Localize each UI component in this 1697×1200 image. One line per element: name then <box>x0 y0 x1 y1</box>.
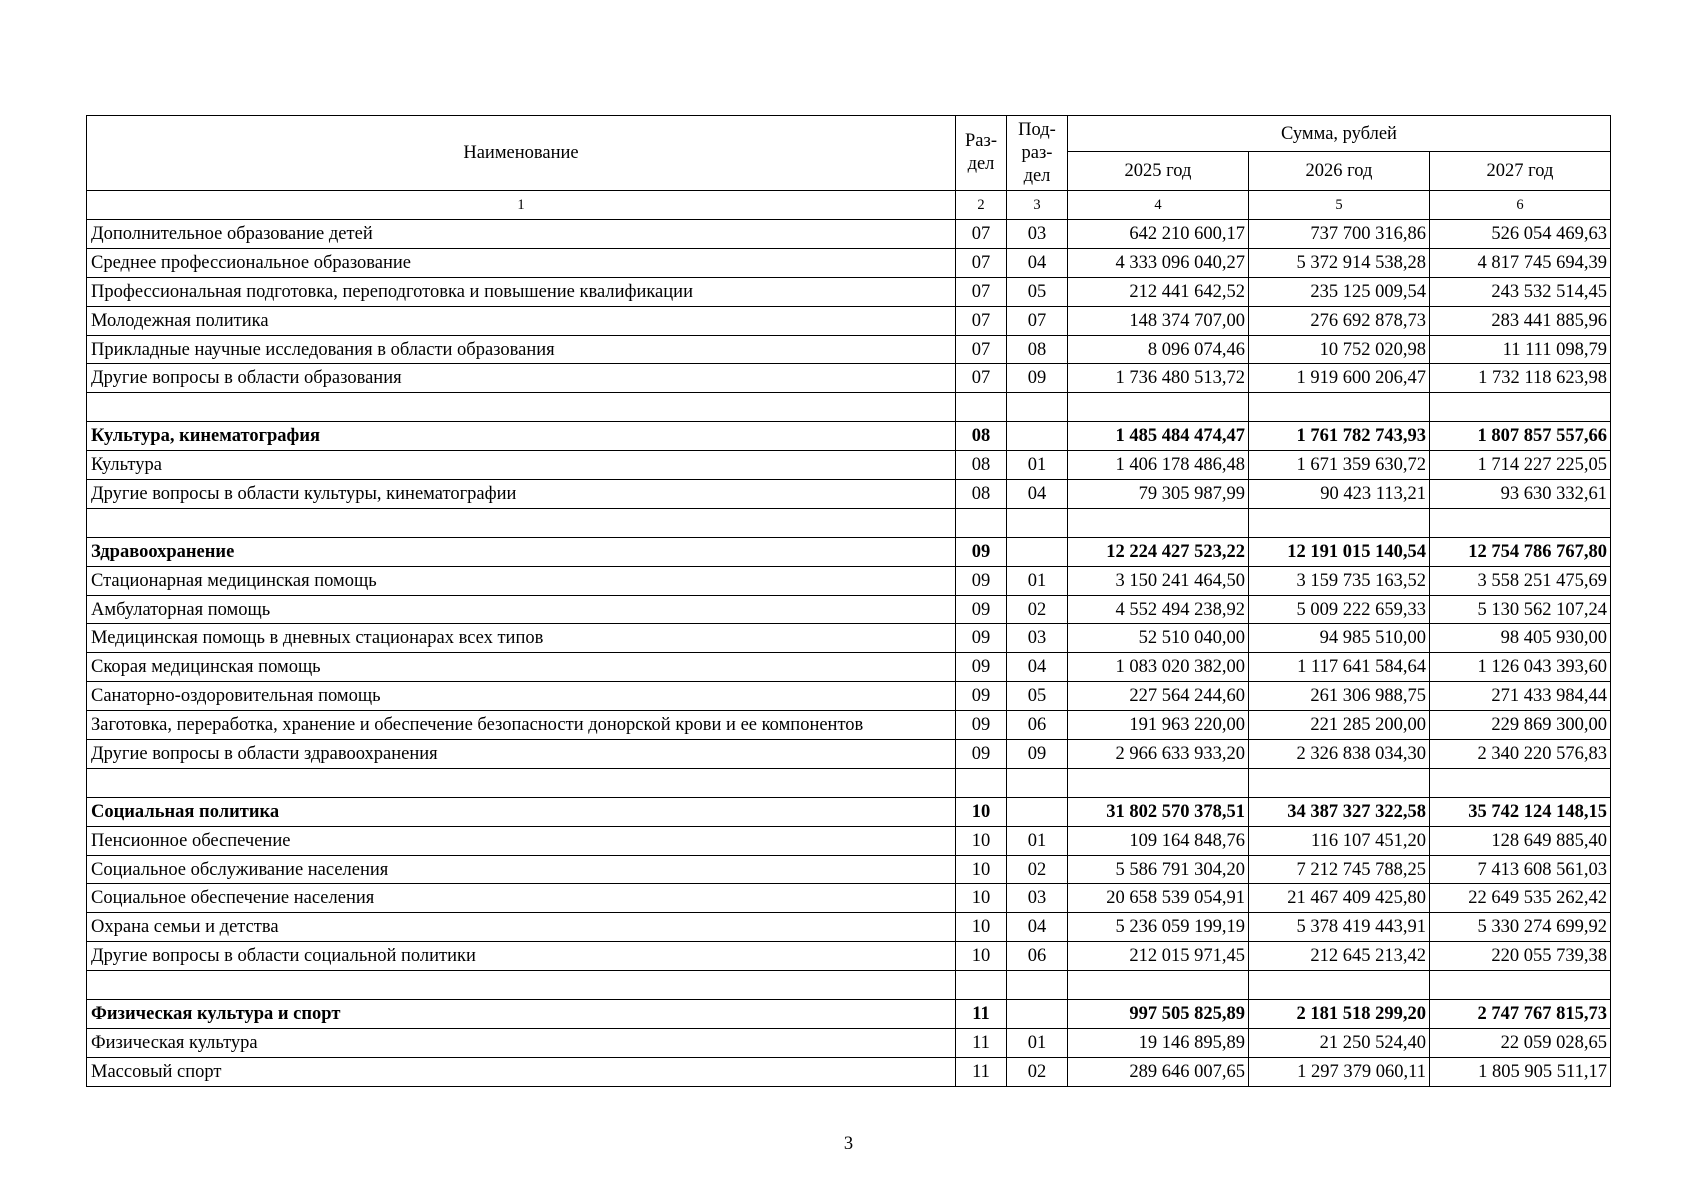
row-amount-2025: 52 510 040,00 <box>1068 624 1249 653</box>
row-amount-2027: 2 747 767 815,73 <box>1430 1000 1611 1029</box>
row-subsection <box>1007 422 1068 451</box>
row-amount-2025: 8 096 074,46 <box>1068 335 1249 364</box>
row-amount-2027 <box>1430 393 1611 422</box>
row-amount-2025: 1 083 020 382,00 <box>1068 653 1249 682</box>
row-amount-2026: 3 159 735 163,52 <box>1249 566 1430 595</box>
column-number: 4 <box>1068 191 1249 220</box>
row-section: 09 <box>956 682 1007 711</box>
row-name: Социальное обеспечение населения <box>87 884 956 913</box>
row-section: 09 <box>956 740 1007 769</box>
row-section: 11 <box>956 1057 1007 1086</box>
row-amount-2025 <box>1068 971 1249 1000</box>
row-amount-2026: 116 107 451,20 <box>1249 826 1430 855</box>
row-amount-2027: 4 817 745 694,39 <box>1430 248 1611 277</box>
row-name: Другие вопросы в области социальной политики <box>87 942 956 971</box>
row-amount-2027: 93 630 332,61 <box>1430 480 1611 509</box>
row-section: 07 <box>956 335 1007 364</box>
spacer-row <box>87 393 1611 422</box>
row-subsection: 03 <box>1007 220 1068 249</box>
row-name <box>87 768 956 797</box>
row-amount-2027: 5 130 562 107,24 <box>1430 595 1611 624</box>
spacer-row <box>87 508 1611 537</box>
table-row <box>87 740 1611 769</box>
row-amount-2025: 2 966 633 933,20 <box>1068 740 1249 769</box>
column-number: 1 <box>87 191 956 220</box>
row-section: 08 <box>956 480 1007 509</box>
row-section: 10 <box>956 942 1007 971</box>
row-amount-2026: 261 306 988,75 <box>1249 682 1430 711</box>
row-amount-2025 <box>1068 393 1249 422</box>
row-amount-2025: 289 646 007,65 <box>1068 1057 1249 1086</box>
row-subsection: 03 <box>1007 624 1068 653</box>
row-section: 10 <box>956 797 1007 826</box>
row-subsection <box>1007 508 1068 537</box>
row-section: 10 <box>956 884 1007 913</box>
row-name: Социальная политика <box>87 797 956 826</box>
header-subsection <box>1007 116 1068 191</box>
row-subsection: 03 <box>1007 884 1068 913</box>
section-total-row <box>87 422 1611 451</box>
row-amount-2026: 1 117 641 584,64 <box>1249 653 1430 682</box>
row-amount-2025: 5 236 059 199,19 <box>1068 913 1249 942</box>
row-subsection <box>1007 768 1068 797</box>
row-section: 09 <box>956 537 1007 566</box>
row-amount-2025: 4 333 096 040,27 <box>1068 248 1249 277</box>
section-total-row <box>87 537 1611 566</box>
header-year-2026: 2026 год <box>1249 152 1430 191</box>
row-amount-2025: 1 736 480 513,72 <box>1068 364 1249 393</box>
row-amount-2027: 1 807 857 557,66 <box>1430 422 1611 451</box>
row-section: 07 <box>956 306 1007 335</box>
row-amount-2027: 3 558 251 475,69 <box>1430 566 1611 595</box>
table-row <box>87 711 1611 740</box>
row-amount-2025: 642 210 600,17 <box>1068 220 1249 249</box>
row-amount-2026: 276 692 878,73 <box>1249 306 1430 335</box>
row-subsection: 02 <box>1007 595 1068 624</box>
row-subsection: 06 <box>1007 711 1068 740</box>
row-amount-2026: 7 212 745 788,25 <box>1249 855 1430 884</box>
row-subsection <box>1007 393 1068 422</box>
row-section: 10 <box>956 826 1007 855</box>
header-section <box>956 116 1007 191</box>
row-name: Дополнительное образование детей <box>87 220 956 249</box>
row-amount-2027: 22 059 028,65 <box>1430 1028 1611 1057</box>
row-name: Физическая культура и спорт <box>87 1000 956 1029</box>
row-name: Заготовка, переработка, хранение и обеспечение безопасности донорской крови и ее компонентов <box>87 711 956 740</box>
row-subsection: 05 <box>1007 277 1068 306</box>
row-amount-2025: 1 485 484 474,47 <box>1068 422 1249 451</box>
row-amount-2027: 243 532 514,45 <box>1430 277 1611 306</box>
row-amount-2026: 21 467 409 425,80 <box>1249 884 1430 913</box>
header-row <box>87 116 1611 152</box>
row-section <box>956 768 1007 797</box>
row-amount-2026: 212 645 213,42 <box>1249 942 1430 971</box>
row-amount-2026 <box>1249 393 1430 422</box>
row-amount-2027: 7 413 608 561,03 <box>1430 855 1611 884</box>
row-section: 07 <box>956 220 1007 249</box>
row-amount-2027 <box>1430 768 1611 797</box>
header-year-2025: 2025 год <box>1068 152 1249 191</box>
column-number: 2 <box>956 191 1007 220</box>
row-name: Культура, кинематография <box>87 422 956 451</box>
row-amount-2026: 1 761 782 743,93 <box>1249 422 1430 451</box>
row-amount-2027: 12 754 786 767,80 <box>1430 537 1611 566</box>
row-amount-2026: 2 181 518 299,20 <box>1249 1000 1430 1029</box>
row-subsection <box>1007 971 1068 1000</box>
table-row <box>87 480 1611 509</box>
row-name <box>87 971 956 1000</box>
row-name: Профессиональная подготовка, переподготовка и повышение квалификации <box>87 277 956 306</box>
row-amount-2026: 1 297 379 060,11 <box>1249 1057 1430 1086</box>
row-amount-2025 <box>1068 508 1249 537</box>
row-section <box>956 393 1007 422</box>
row-section: 09 <box>956 624 1007 653</box>
table-row <box>87 220 1611 249</box>
row-subsection: 04 <box>1007 913 1068 942</box>
row-subsection: 09 <box>1007 364 1068 393</box>
row-amount-2026: 235 125 009,54 <box>1249 277 1430 306</box>
header-year-2027: 2027 год <box>1430 152 1611 191</box>
row-section: 11 <box>956 1000 1007 1029</box>
row-name: Другие вопросы в области образования <box>87 364 956 393</box>
row-subsection: 07 <box>1007 306 1068 335</box>
table-row <box>87 364 1611 393</box>
row-section: 08 <box>956 451 1007 480</box>
row-subsection <box>1007 537 1068 566</box>
row-name: Скорая медицинская помощь <box>87 653 956 682</box>
header-name: Наименование <box>87 116 956 191</box>
row-section: 07 <box>956 248 1007 277</box>
row-section: 07 <box>956 364 1007 393</box>
row-amount-2027: 271 433 984,44 <box>1430 682 1611 711</box>
table-row <box>87 884 1611 913</box>
row-amount-2025: 109 164 848,76 <box>1068 826 1249 855</box>
row-name: Физическая культура <box>87 1028 956 1057</box>
row-amount-2027: 1 714 227 225,05 <box>1430 451 1611 480</box>
row-amount-2027 <box>1430 508 1611 537</box>
row-name: Пенсионное обеспечение <box>87 826 956 855</box>
row-name: Массовый спорт <box>87 1057 956 1086</box>
row-amount-2025: 212 015 971,45 <box>1068 942 1249 971</box>
row-subsection: 05 <box>1007 682 1068 711</box>
table-row <box>87 624 1611 653</box>
row-subsection: 01 <box>1007 451 1068 480</box>
table-row <box>87 1057 1611 1086</box>
row-amount-2027: 229 869 300,00 <box>1430 711 1611 740</box>
row-amount-2025: 212 441 642,52 <box>1068 277 1249 306</box>
row-amount-2026: 2 326 838 034,30 <box>1249 740 1430 769</box>
row-amount-2026: 5 372 914 538,28 <box>1249 248 1430 277</box>
table-row <box>87 1028 1611 1057</box>
table-row <box>87 653 1611 682</box>
table-row <box>87 855 1611 884</box>
row-section: 11 <box>956 1028 1007 1057</box>
row-amount-2025: 4 552 494 238,92 <box>1068 595 1249 624</box>
row-name: Стационарная медицинская помощь <box>87 566 956 595</box>
row-subsection: 01 <box>1007 566 1068 595</box>
section-total-row <box>87 797 1611 826</box>
header-subsection-line: дел <box>1023 165 1051 186</box>
row-amount-2025: 191 963 220,00 <box>1068 711 1249 740</box>
header-section-line: Раз- <box>965 131 997 151</box>
header-section-line: дел <box>967 154 995 174</box>
row-subsection: 01 <box>1007 1028 1068 1057</box>
row-amount-2026: 12 191 015 140,54 <box>1249 537 1430 566</box>
row-section <box>956 971 1007 1000</box>
row-name <box>87 508 956 537</box>
table-row <box>87 913 1611 942</box>
header-sum: Сумма, рублей <box>1068 116 1611 152</box>
row-amount-2025: 20 658 539 054,91 <box>1068 884 1249 913</box>
row-subsection: 01 <box>1007 826 1068 855</box>
table-row <box>87 566 1611 595</box>
row-amount-2026: 1 671 359 630,72 <box>1249 451 1430 480</box>
row-amount-2025: 1 406 178 486,48 <box>1068 451 1249 480</box>
row-subsection: 02 <box>1007 855 1068 884</box>
row-section: 08 <box>956 422 1007 451</box>
row-name: Другие вопросы в области культуры, кинематографии <box>87 480 956 509</box>
row-name: Молодежная политика <box>87 306 956 335</box>
row-name: Прикладные научные исследования в области образования <box>87 335 956 364</box>
spacer-row <box>87 768 1611 797</box>
row-amount-2026: 94 985 510,00 <box>1249 624 1430 653</box>
row-name: Среднее профессиональное образование <box>87 248 956 277</box>
row-section: 09 <box>956 653 1007 682</box>
row-section: 10 <box>956 913 1007 942</box>
row-subsection: 06 <box>1007 942 1068 971</box>
table-row <box>87 682 1611 711</box>
row-amount-2026: 10 752 020,98 <box>1249 335 1430 364</box>
row-amount-2025: 12 224 427 523,22 <box>1068 537 1249 566</box>
row-amount-2025: 5 586 791 304,20 <box>1068 855 1249 884</box>
row-amount-2027: 220 055 739,38 <box>1430 942 1611 971</box>
page-number: 3 <box>843 1134 854 1154</box>
row-amount-2027: 2 340 220 576,83 <box>1430 740 1611 769</box>
row-name: Культура <box>87 451 956 480</box>
row-name: Социальное обслуживание населения <box>87 855 956 884</box>
row-amount-2026 <box>1249 768 1430 797</box>
row-name: Санаторно-оздоровительная помощь <box>87 682 956 711</box>
row-amount-2026: 221 285 200,00 <box>1249 711 1430 740</box>
row-amount-2027: 22 649 535 262,42 <box>1430 884 1611 913</box>
row-amount-2025: 148 374 707,00 <box>1068 306 1249 335</box>
row-amount-2027: 1 805 905 511,17 <box>1430 1057 1611 1086</box>
header-subsection-line: Под- <box>1018 119 1056 140</box>
row-name: Медицинская помощь в дневных стационарах всех типов <box>87 624 956 653</box>
row-amount-2026: 21 250 524,40 <box>1249 1028 1430 1057</box>
spacer-row <box>87 971 1611 1000</box>
table-row <box>87 277 1611 306</box>
table-row <box>87 595 1611 624</box>
row-amount-2025: 19 146 895,89 <box>1068 1028 1249 1057</box>
row-amount-2026: 1 919 600 206,47 <box>1249 364 1430 393</box>
row-amount-2027: 5 330 274 699,92 <box>1430 913 1611 942</box>
row-subsection: 09 <box>1007 740 1068 769</box>
row-amount-2025: 997 505 825,89 <box>1068 1000 1249 1029</box>
row-section <box>956 508 1007 537</box>
row-subsection: 02 <box>1007 1057 1068 1086</box>
row-amount-2027: 1 126 043 393,60 <box>1430 653 1611 682</box>
row-name: Здравоохранение <box>87 537 956 566</box>
row-amount-2026: 5 009 222 659,33 <box>1249 595 1430 624</box>
row-section: 09 <box>956 566 1007 595</box>
row-subsection <box>1007 1000 1068 1029</box>
column-numbers-row <box>87 191 1611 220</box>
row-amount-2025: 227 564 244,60 <box>1068 682 1249 711</box>
row-amount-2025 <box>1068 768 1249 797</box>
row-subsection: 04 <box>1007 248 1068 277</box>
row-amount-2025: 31 802 570 378,51 <box>1068 797 1249 826</box>
row-amount-2026: 34 387 327 322,58 <box>1249 797 1430 826</box>
row-amount-2027: 35 742 124 148,15 <box>1430 797 1611 826</box>
table-row <box>87 306 1611 335</box>
row-subsection <box>1007 797 1068 826</box>
row-amount-2027: 1 732 118 623,98 <box>1430 364 1611 393</box>
row-section: 09 <box>956 711 1007 740</box>
row-amount-2027: 128 649 885,40 <box>1430 826 1611 855</box>
table-row <box>87 335 1611 364</box>
row-amount-2026: 5 378 419 443,91 <box>1249 913 1430 942</box>
row-amount-2027: 526 054 469,63 <box>1430 220 1611 249</box>
table-row <box>87 942 1611 971</box>
row-name: Охрана семьи и детства <box>87 913 956 942</box>
row-name: Амбулаторная помощь <box>87 595 956 624</box>
section-total-row <box>87 1000 1611 1029</box>
row-amount-2027: 11 111 098,79 <box>1430 335 1611 364</box>
column-number: 5 <box>1249 191 1430 220</box>
row-amount-2025: 79 305 987,99 <box>1068 480 1249 509</box>
row-name: Другие вопросы в области здравоохранения <box>87 740 956 769</box>
row-section: 10 <box>956 855 1007 884</box>
header-subsection-line: раз- <box>1021 142 1053 163</box>
table-row <box>87 248 1611 277</box>
table-row <box>87 451 1611 480</box>
row-amount-2026: 737 700 316,86 <box>1249 220 1430 249</box>
budget-table <box>86 115 1611 1087</box>
row-section: 09 <box>956 595 1007 624</box>
column-number: 3 <box>1007 191 1068 220</box>
row-amount-2026: 90 423 113,21 <box>1249 480 1430 509</box>
row-subsection: 04 <box>1007 480 1068 509</box>
row-amount-2025: 3 150 241 464,50 <box>1068 566 1249 595</box>
row-amount-2027: 283 441 885,96 <box>1430 306 1611 335</box>
row-amount-2026 <box>1249 508 1430 537</box>
row-subsection: 08 <box>1007 335 1068 364</box>
row-subsection: 04 <box>1007 653 1068 682</box>
row-amount-2026 <box>1249 971 1430 1000</box>
column-number: 6 <box>1430 191 1611 220</box>
row-amount-2027: 98 405 930,00 <box>1430 624 1611 653</box>
row-name <box>87 393 956 422</box>
table-row <box>87 826 1611 855</box>
row-section: 07 <box>956 277 1007 306</box>
row-amount-2027 <box>1430 971 1611 1000</box>
